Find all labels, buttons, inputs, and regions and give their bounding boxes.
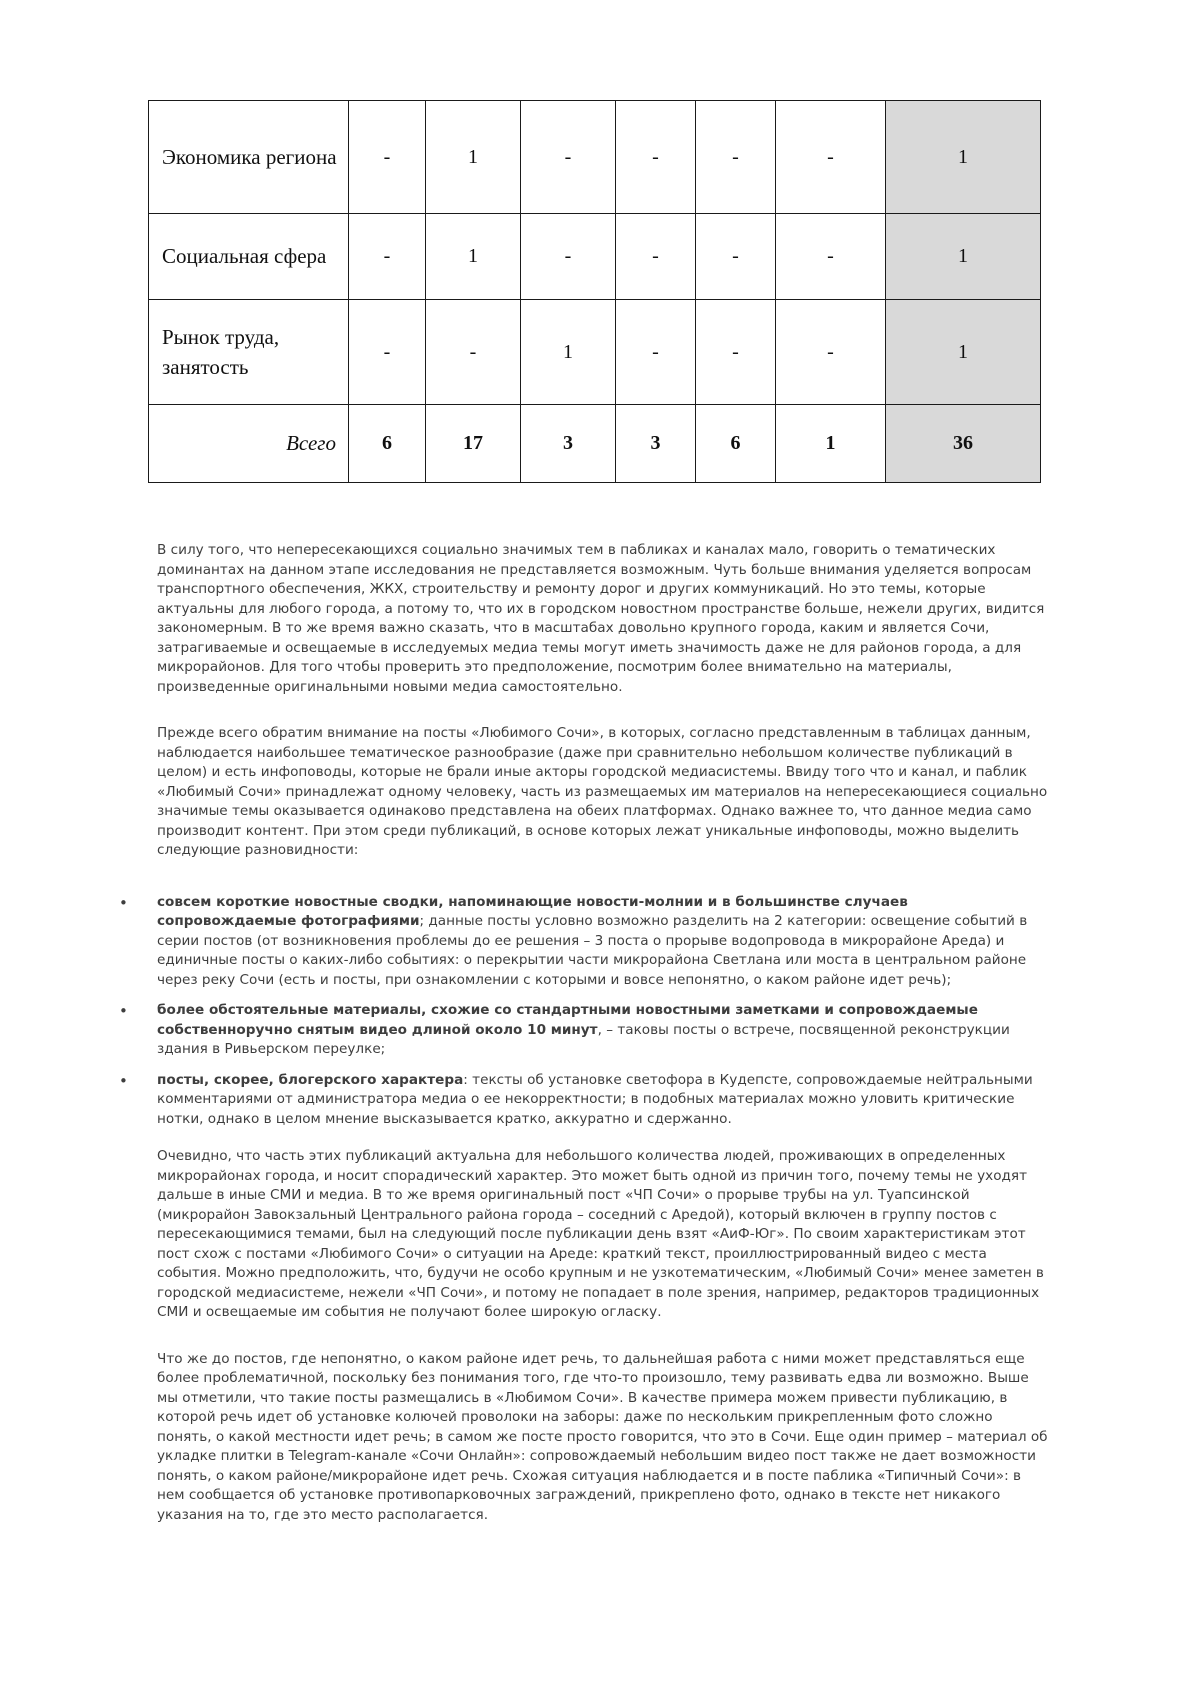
paragraph: Что же до постов, где непонятно, о каком районе идет речь, то дальнейшая работа с ними может представляться еще более проблематичной, поскольку без понимания того, где что-то произошло, тему развивать едва ли возможно. Выше мы отметили, что такие посты размещались в «Любимом Сочи». В качестве примера можем привести публикацию, в которой речь идет об установке колючей проволоки на заборы: даже по нескольким прикрепленным фото сложно понять, о какой местности идет речь; в самом же посте просто говорится, что это в Сочи. Еще один пример – материал об укладке плитки в Telegram-канале «Сочи Онлайн»: сопровождаемый небольшим видео пост также не дает возможности понять, о каком районе/микрорайоне идет речь. Схожая ситуация наблюдается и в посте паблика «Типичный Сочи»: в нем сообщается об установке противопарковочных заграждений, прикреплено фото, однако в тексте нет никакого указания на то, где это место располагается. — [157, 1350, 1048, 1523]
value-cell: - — [616, 214, 696, 300]
bullet-bold-lead: посты, скорее, блогерского характера — [157, 1071, 464, 1088]
total-value-cell: 3 — [521, 405, 616, 483]
topic-frequency-table — [148, 100, 1041, 483]
value-cell: 1 — [521, 300, 616, 405]
bullet-icon: • — [119, 1071, 128, 1090]
row-label-cell: Социальная сфера — [149, 214, 349, 300]
row-label-cell: Экономика региона — [149, 101, 349, 214]
grand-total-cell: 36 — [886, 405, 1041, 483]
total-value-cell: 3 — [616, 405, 696, 483]
paragraph: Прежде всего обратим внимание на посты «Любимого Сочи», в которых, согласно представленным в таблицах данным, наблюдается наибольшее тематическое разнообразие (даже при сравнительно небольшом количестве публикаций в целом) и есть инфоповоды, которые не брали иные акторы городской медиасистемы. Ввиду того что и канал, и паблик «Любимый Сочи» принадлежат одному человеку, часть из размещаемых им материалов на непересекающиеся социально значимые темы оказывается одинаково представлена на обеих платформах. Однако важнее то, что данное медиа само производит контент. При этом среди публикаций, в основе которых лежат уникальные инфоповоды, можно выделить следующие разновидности: — [157, 725, 1048, 858]
value-cell: - — [776, 300, 886, 405]
total-label-cell: Всего — [149, 405, 349, 483]
bullet-icon: • — [119, 1002, 128, 1020]
value-cell: - — [776, 101, 886, 214]
total-value-cell: 1 — [776, 405, 886, 483]
total-value-cell: 6 — [349, 405, 426, 483]
value-cell: - — [696, 101, 776, 214]
value-cell: 1 — [426, 214, 521, 300]
value-cell: - — [349, 101, 426, 214]
paragraph: В силу того, что непересекающихся социально значимых тем в пабликах и каналах мало, говорить о тематических доминантах на данном этапе исследования не представляется возможным. Чуть больше внимания уделяется вопросам транспортного обеспечения, ЖКХ, строительству и ремонту дорог и других коммуникаций. Но это темы, которые актуальны для любого города, а потому то, что их в городском новостном пространстве больше, нежели других, видится закономерным. В то же время важно сказать, что в масштабах довольно крупного города, каким и является Сочи, затрагиваемые и освещаемые в исследуемых медиа темы могут иметь значимость даже не для районов города, а для микрорайонов. Для того чтобы проверить это предположение, посмотрим более внимательно на материалы, произведенные оригинальными новыми медиа самостоятельно. — [157, 542, 1045, 695]
table-row — [149, 101, 1041, 214]
value-cell: - — [616, 101, 696, 214]
value-cell: - — [776, 214, 886, 300]
bullet-bold-lead: более обстоятельные материалы, схожие со стандартными новостными заметками и сопровождаемые собственноручно снятым видео длиной около 10 минут — [157, 1002, 978, 1038]
list-item — [119, 1071, 1050, 1130]
table-row — [149, 214, 1041, 300]
value-cell: - — [521, 101, 616, 214]
value-cell: - — [349, 300, 426, 405]
value-cell: 1 — [426, 101, 521, 214]
total-value-cell: 17 — [426, 405, 521, 483]
bullet-list — [119, 893, 1050, 1130]
bullet-text: ; данные посты условно возможно разделить на 2 категории: освещение событий в серии постов (от возникновения проблемы до ее решения – 3 поста о прорыве водопровода в микрорайоне Ареда) и единичные посты о каких-либо событиях: о перекрытии части микрорайона Светлана или моста в центральном районе через реку Сочи (есть и посты, при ознакомлении с которыми и вовсе непонятно, о каком районе идет речь); — [157, 913, 1028, 988]
bullet-bold-lead: совсем короткие новостные сводки, напоминающие новости-молнии и в большинстве случаев сопровождаемые фотографиями — [157, 893, 908, 929]
list-item — [119, 893, 1050, 991]
table-row — [149, 300, 1041, 405]
topic-frequency-table-wrap — [0, 0, 1200, 483]
row-label-cell: Рынок труда, занятость — [149, 300, 349, 405]
value-cell: - — [521, 214, 616, 300]
bullet-text: : тексты об установке светофора в Кудепсте, сопровождаемые нейтральными комментариями от администратора медиа о ее некорректности; в подобных материалах можно уловить критические нотки, однако в целом мнение высказывается кратко, аккуратно и сдержанно. — [157, 1071, 1033, 1127]
body-text — [119, 541, 1050, 1525]
total-value-cell: 6 — [696, 405, 776, 483]
value-cell: - — [426, 300, 521, 405]
value-cell: - — [696, 300, 776, 405]
total-value-cell: 1 — [886, 300, 1041, 405]
list-item — [119, 1001, 1050, 1060]
value-cell: - — [696, 214, 776, 300]
paragraph: Очевидно, что часть этих публикаций актуальна для небольшого количества людей, проживающих в определенных микрорайонах города, и носит спорадический характер. Это может быть одной из причин того, почему темы не уходят дальше в иные СМИ и медиа. В то же время оригинальный пост «ЧП Сочи» о прорыве трубы на ул. Туапсинской (микрорайон Завокзальный Центрального района города – соседний с Аредой), который включен в группу постов с пересекающимися темами, был на следующий после публикации день взят «АиФ-Юг». По своим характеристикам этот пост схож с постами «Любимого Сочи» о ситуации на Ареде: краткий текст, проиллюстрированный видео с места события. Можно предположить, что, будучи не особо крупным и не узкотематическим, «Любимый Сочи» менее заметен в городской медиасистеме, нежели «ЧП Сочи», и потому не попадает в поле зрения, например, редакторов традиционных СМИ и освещаемые им события не получают более широкую огласку. — [157, 1148, 1044, 1320]
table-total-row — [149, 405, 1041, 483]
value-cell: - — [349, 214, 426, 300]
total-value-cell: 1 — [886, 101, 1041, 214]
bullet-icon: • — [119, 893, 128, 912]
bullet-text: , – таковы посты о встрече, посвященной реконструкции здания в Ривьерском переулке; — [157, 1021, 1010, 1057]
total-value-cell: 1 — [886, 214, 1041, 300]
value-cell: - — [616, 300, 696, 405]
